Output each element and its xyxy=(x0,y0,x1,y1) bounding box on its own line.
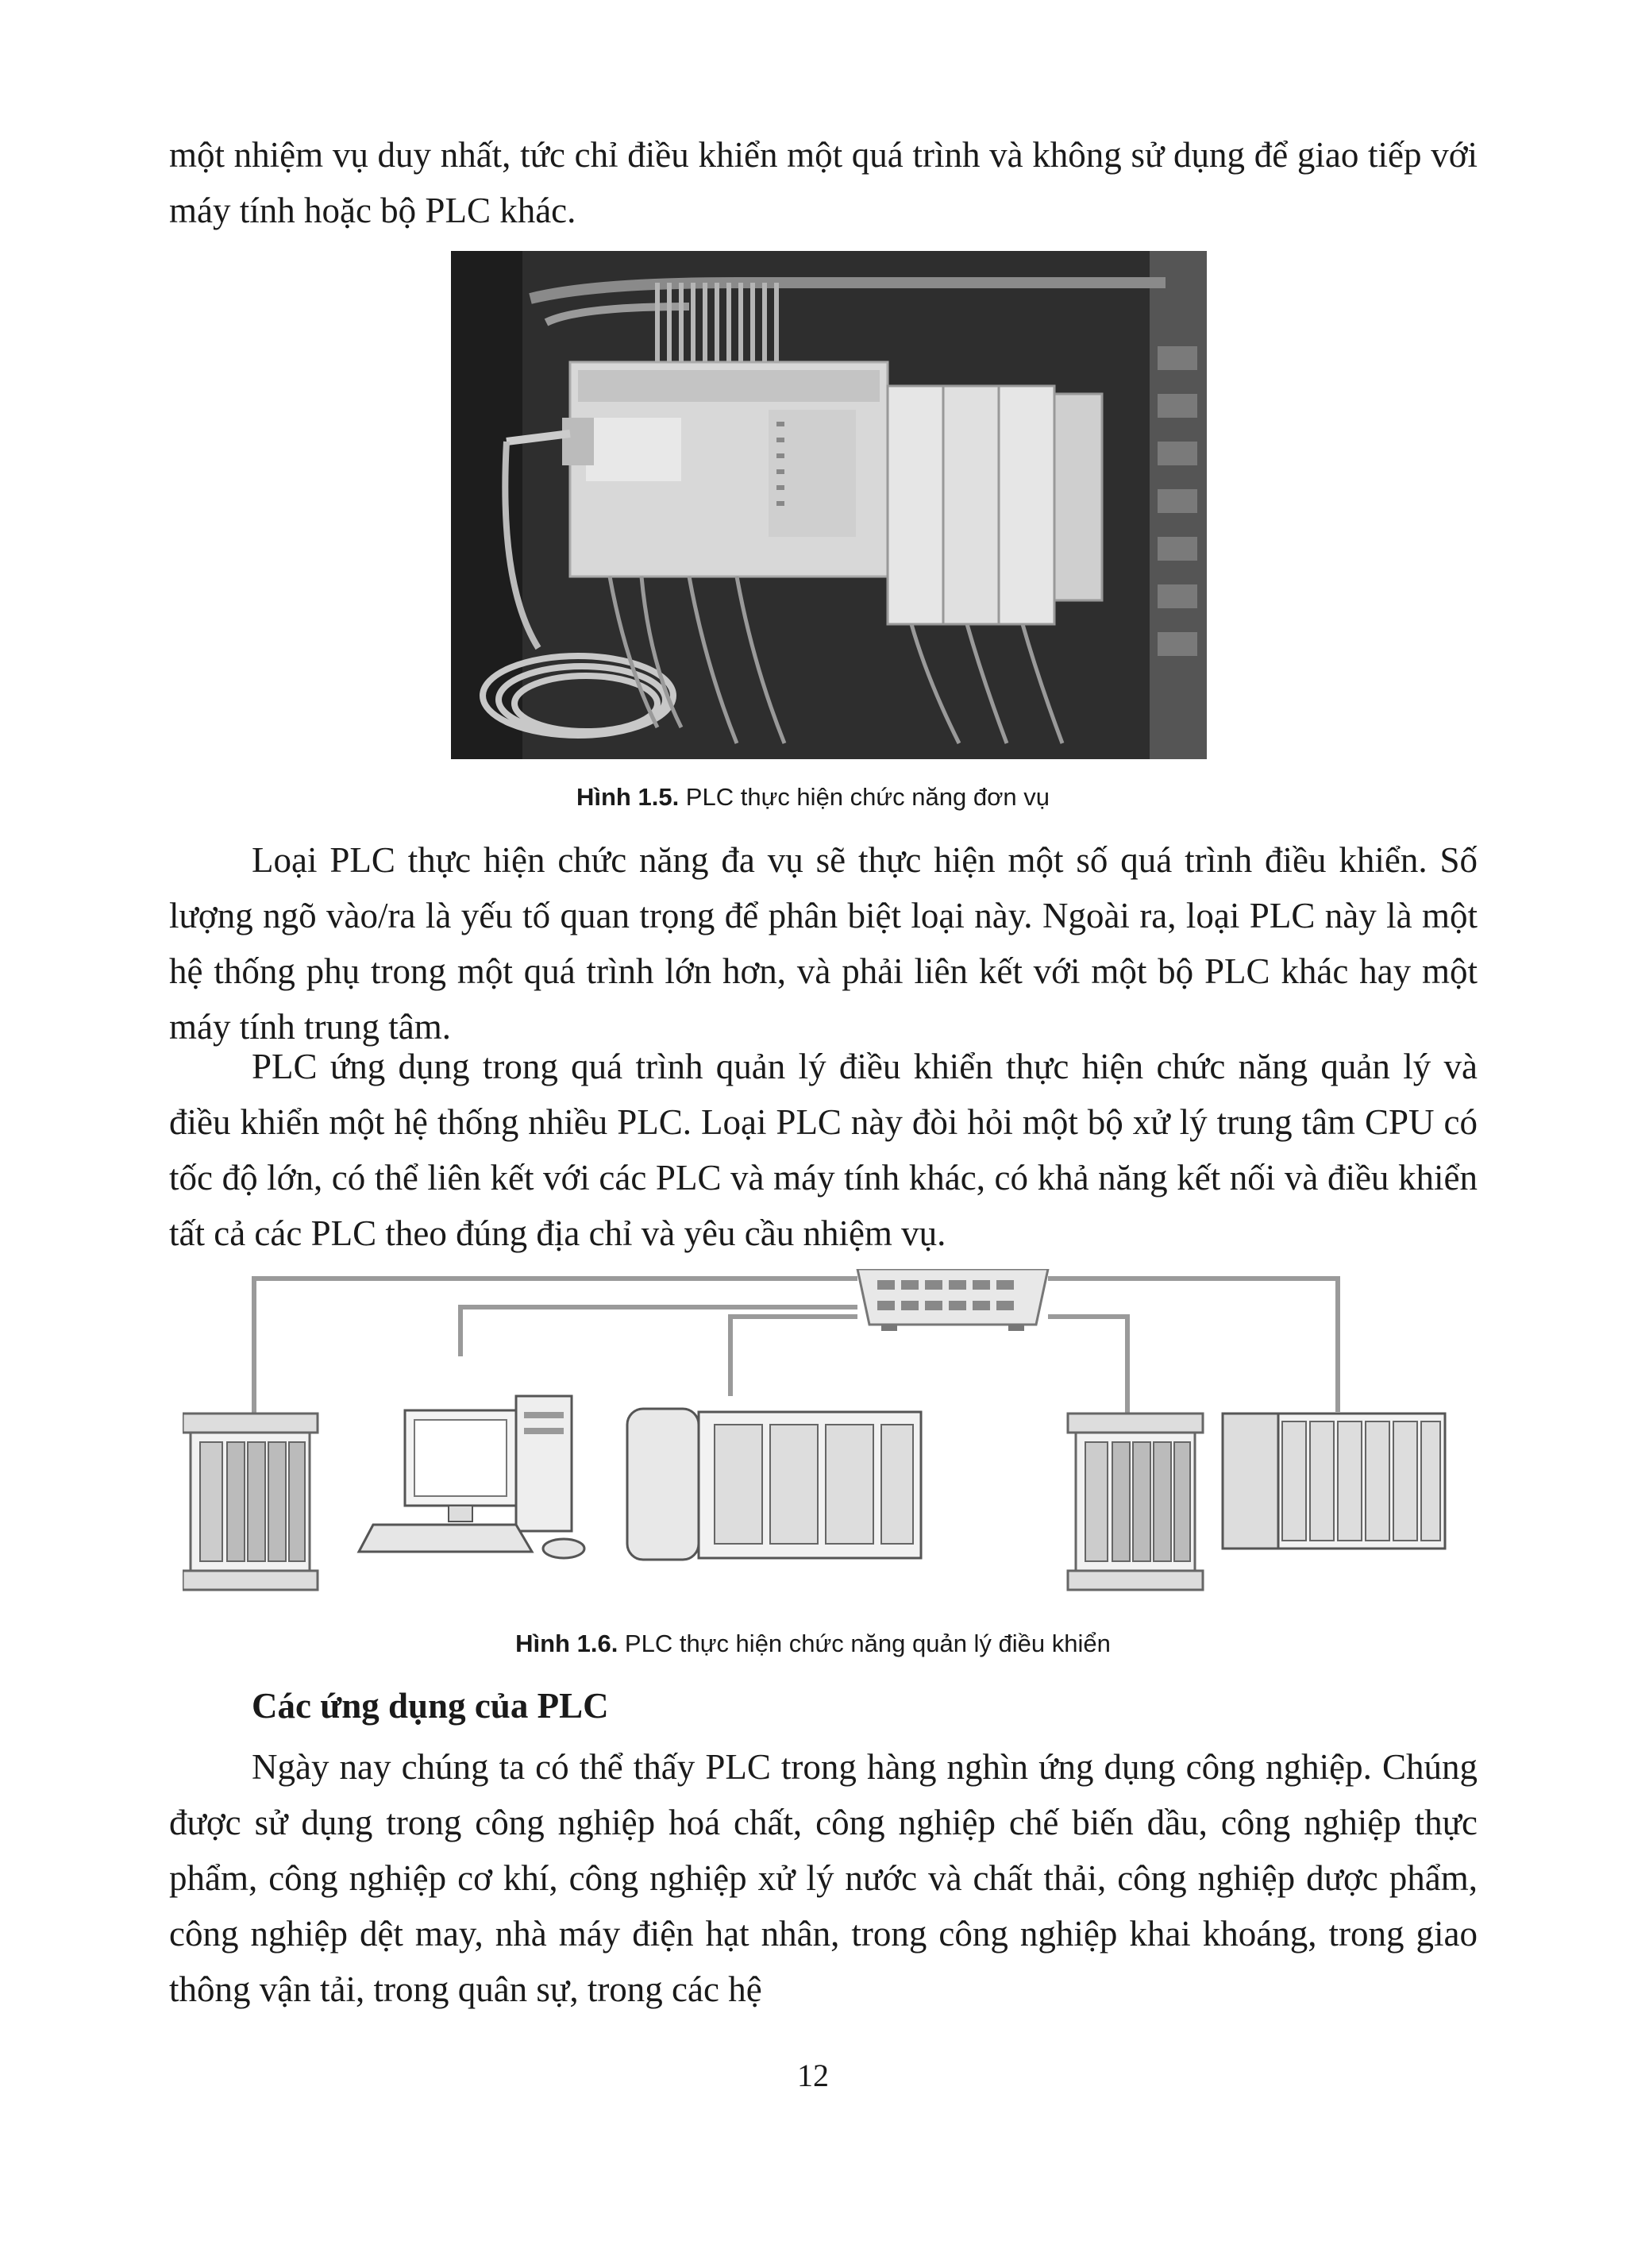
figure-caption-1-6 xyxy=(0,1630,1626,1658)
industrial-controller-icon xyxy=(627,1409,921,1560)
figure-text-1-6: PLC thực hiện chức năng quản lý điều khiển xyxy=(618,1630,1111,1657)
paragraph-management: PLC ứng dụng trong quá trình quản lý điều khiển thực hiện chức năng quản lý và điều khiển một hệ thống nhiều PLC. Loại PLC này đòi hỏi một bộ xử lý trung tâm CPU có tốc độ lớn, có thể liên kết với các PLC và máy tính khác, có khả năng kết nối và điều khiển tất cả các PLC theo đúng địa chỉ và yêu cầu nhiệm vụ. xyxy=(169,1047,1478,1253)
figure-label-1-5: Hình 1.5. xyxy=(576,783,680,811)
desktop-computer-icon xyxy=(359,1396,584,1558)
network-cables xyxy=(254,1279,1338,1414)
paragraph-multitask: Loại PLC thực hiện chức năng đa vụ sẽ thực hiện một số quá trình điều khiển. Số lượng ngõ vào/ra là yếu tố quan trọng để phân biệt loại này. Ngoài ra, loại PLC này là một hệ thống phụ trong một quá trình lớn hơn, và phải liên kết với một bộ PLC khác hay một máy tính trung tâm. xyxy=(169,840,1478,1047)
paragraph-intro: một nhiệm vụ duy nhất, tức chỉ điều khiển một quá trình và không sử dụng để giao tiếp với máy tính hoặc bộ PLC khác. xyxy=(169,135,1478,230)
plc-network-diagram xyxy=(183,1269,1453,1606)
section-heading: Các ứng dụng của PLC xyxy=(252,1686,609,1726)
figure-label-1-6: Hình 1.6. xyxy=(515,1630,618,1657)
figure-caption-1-5 xyxy=(0,783,1626,812)
plc-unit-photo xyxy=(451,251,1207,759)
page-number: 12 xyxy=(797,2058,829,2093)
figure-text-1-5: PLC thực hiện chức năng đơn vụ xyxy=(679,783,1050,811)
plc-rack-right-icon xyxy=(1068,1414,1203,1590)
paragraph-applications: Ngày nay chúng ta có thể thấy PLC trong hàng nghìn ứng dụng công nghiệp. Chúng được sử dụng trong công nghiệp hoá chất, công nghiệp chế biến dầu, công nghiệp thực phẩm, công nghiệp cơ khí, công nghiệp xử lý nước và chất thải, công nghiệp dược phẩm, công nghiệp dệt may, nhà máy điện hạt nhân, trong công nghiệp khai khoáng, trong giao thông vận tải, trong quân sự, trong các hệ xyxy=(169,1747,1478,2009)
plc-rack-left-icon xyxy=(183,1414,318,1590)
network-switch-icon xyxy=(857,1269,1048,1331)
plc-modular-rack-icon xyxy=(1223,1414,1445,1549)
